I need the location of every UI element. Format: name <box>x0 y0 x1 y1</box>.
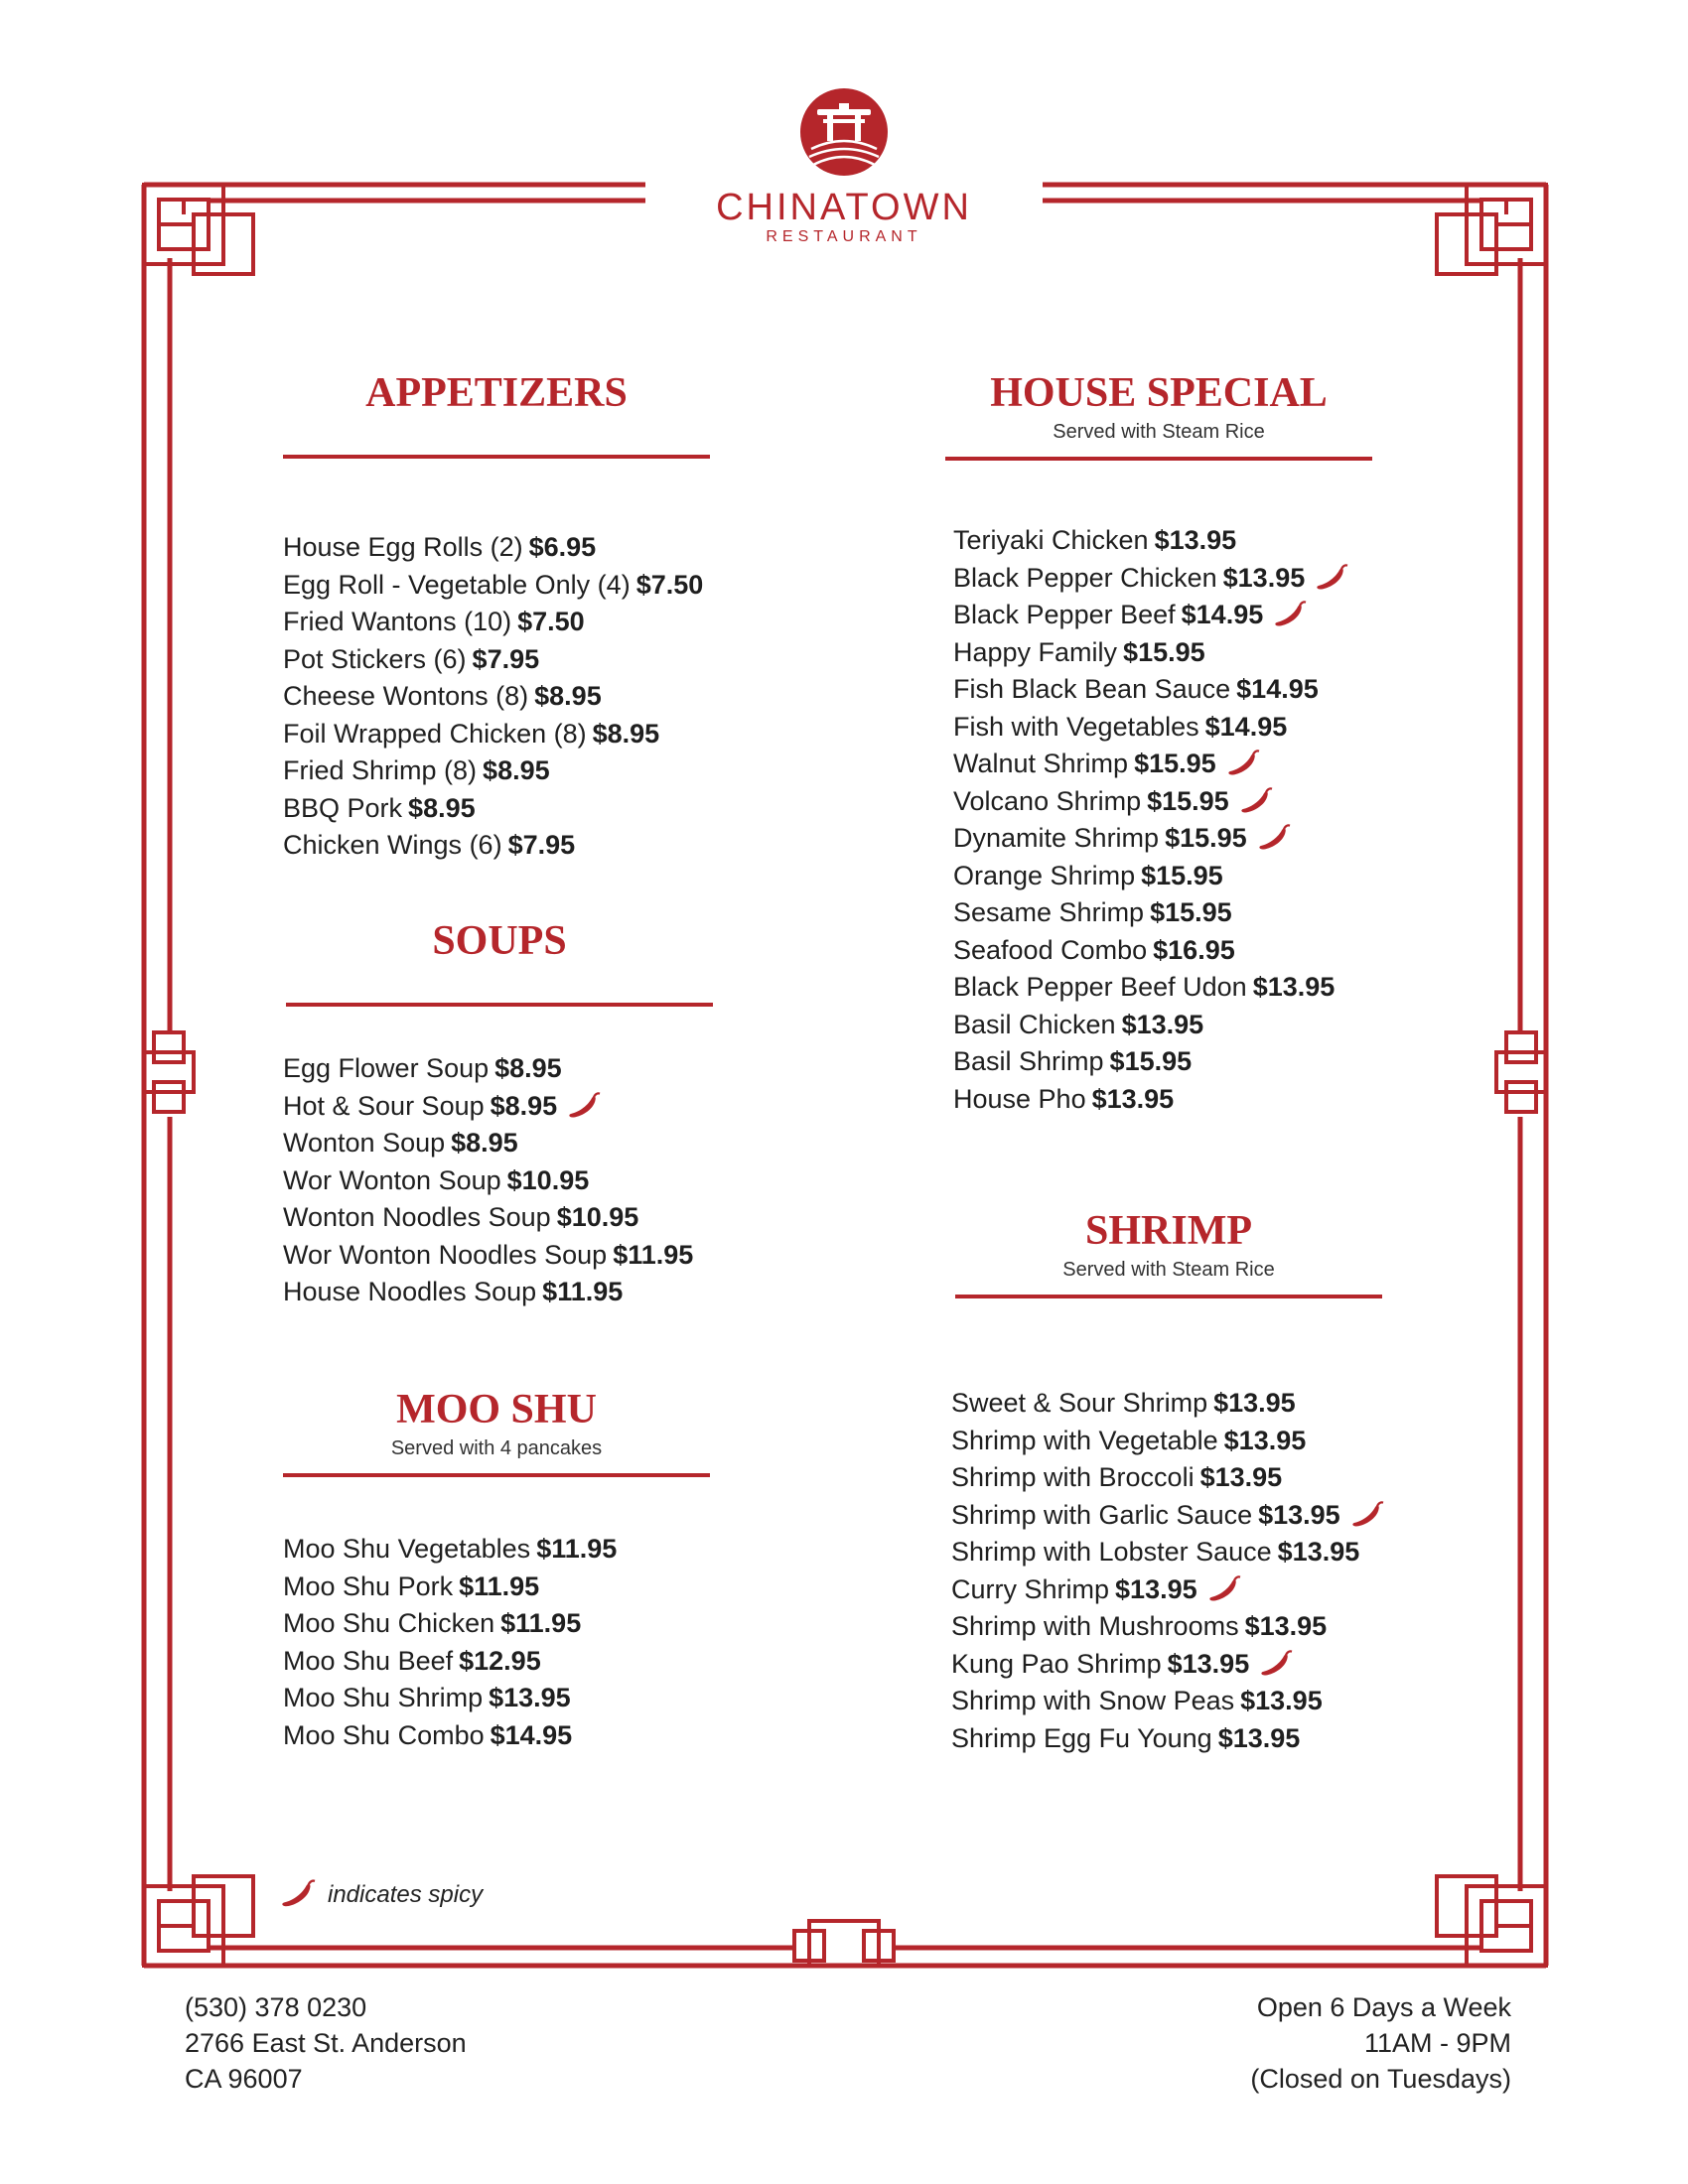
menu-item-price: $13.95 <box>1213 1388 1296 1418</box>
menu-item <box>951 1423 1386 1460</box>
menu-item-price: $13.95 <box>1167 1648 1250 1679</box>
menu-item-price: $8.95 <box>490 1090 558 1121</box>
menu-item-name: Orange Shrimp <box>953 860 1136 890</box>
menu-item <box>953 783 1350 821</box>
section-divider <box>283 455 710 459</box>
menu-item-name: Foil Wrapped Chicken (8) <box>283 718 587 749</box>
menu-item <box>953 1007 1350 1044</box>
menu-item <box>283 567 703 605</box>
menu-item-name: Moo Shu Vegetables <box>283 1534 531 1564</box>
menu-item-name: Dynamite Shrimp <box>953 823 1160 853</box>
address-line-2: CA 96007 <box>185 2064 303 2094</box>
menu-item <box>283 827 703 865</box>
menu-item-name: Shrimp with Lobster Sauce <box>951 1537 1272 1567</box>
menu-item-price: $8.95 <box>483 755 550 785</box>
menu-item <box>951 1646 1386 1684</box>
spicy-legend <box>280 1878 483 1910</box>
chili-pepper-icon <box>1207 1574 1243 1604</box>
menu-item <box>951 1571 1386 1609</box>
menu-item-price: $14.95 <box>1181 600 1264 629</box>
section-divider <box>945 457 1372 461</box>
menu-item <box>951 1534 1386 1571</box>
menu-item-price: $16.95 <box>1153 934 1235 965</box>
menu-item-name: BBQ Pork <box>283 792 403 823</box>
menu-item-name: Curry Shrimp <box>951 1573 1110 1604</box>
menu-item-price: $13.95 <box>1091 1083 1175 1114</box>
opening-hours <box>1250 1989 1511 2097</box>
menu-item-name: Wor Wonton Soup <box>283 1164 501 1195</box>
chili-pepper-icon <box>567 1091 603 1121</box>
menu-item-name: Happy Family <box>953 636 1118 667</box>
menu-item <box>283 604 703 641</box>
section-title-soups: SOUPS <box>432 918 567 964</box>
restaurant-subtitle: RESTAURANT <box>766 228 922 245</box>
menu-item <box>953 560 1350 598</box>
menu-item-price: $7.50 <box>635 569 704 600</box>
menu-item-name: Moo Shu Shrimp <box>283 1683 484 1712</box>
menu-item-name: Chicken Wings (6) <box>283 830 502 860</box>
menu-item-price: $13.95 <box>1154 525 1237 555</box>
menu-item-name: Teriyaki Chicken <box>953 525 1149 555</box>
hours-closed: (Closed on Tuesdays) <box>1250 2064 1511 2094</box>
menu-item-price: $13.95 <box>1115 1573 1197 1604</box>
menu-item-price: $10.95 <box>556 1202 639 1232</box>
menu-item-price: $8.95 <box>494 1053 562 1083</box>
menu-item-price: $14.95 <box>1204 711 1288 742</box>
menu-item-name: Egg Flower Soup <box>283 1053 490 1083</box>
menu-item-name: Basil Chicken <box>953 1009 1116 1039</box>
mooshu-section <box>283 1386 710 1477</box>
menu-item <box>283 1531 617 1569</box>
menu-item <box>953 746 1350 783</box>
menu-item <box>283 1643 617 1681</box>
menu-item-name: Seafood Combo <box>953 934 1148 965</box>
menu-item <box>283 1125 693 1162</box>
restaurant-logo <box>799 87 889 177</box>
restaurant-name: CHINATOWN <box>716 187 972 228</box>
menu-item-price: $13.95 <box>1121 1009 1204 1039</box>
menu-item <box>953 1081 1350 1119</box>
menu-item <box>283 1717 617 1755</box>
menu-item-price: $8.95 <box>408 792 476 823</box>
menu-item-name: Fish with Vegetables <box>953 711 1199 742</box>
section-divider <box>286 1003 713 1007</box>
menu-item-price: $13.95 <box>1217 1722 1301 1753</box>
menu-item <box>951 1683 1386 1720</box>
section-subtitle-soups <box>286 969 713 993</box>
menu-item-name: House Noodles Soup <box>283 1277 537 1306</box>
menu-item-price: $7.50 <box>517 607 585 636</box>
appetizers-list <box>283 529 703 865</box>
section-title-shrimp: SHRIMP <box>1085 1208 1252 1254</box>
menu-item-name: Sesame Shrimp <box>953 897 1145 927</box>
contact-info <box>185 1989 467 2097</box>
phone-number[interactable]: (530) 378 0230 <box>185 1992 367 2022</box>
menu-item-price: $11.95 <box>500 1608 582 1638</box>
menu-item-name: Pot Stickers (6) <box>283 643 467 674</box>
menu-item <box>953 932 1350 970</box>
menu-item-name: Volcano Shrimp <box>953 785 1142 816</box>
address-line-1: 2766 East St. Anderson <box>185 2028 467 2058</box>
menu-item <box>283 1680 617 1717</box>
menu-item <box>283 790 703 828</box>
menu-item-name: Sweet & Sour Shrimp <box>951 1388 1208 1418</box>
menu-item <box>953 969 1350 1007</box>
menu-item-name: Shrimp Egg Fu Young <box>951 1722 1212 1753</box>
menu-item-price: $13.95 <box>1277 1537 1360 1567</box>
menu-item <box>953 858 1350 895</box>
menu-item-price: $10.95 <box>506 1164 590 1195</box>
menu-item-name: Cheese Wontons (8) <box>283 681 529 711</box>
chili-pepper-icon <box>1350 1500 1386 1530</box>
menu-item <box>951 1459 1386 1497</box>
menu-item-name: Egg Roll - Vegetable Only (4) <box>283 569 631 600</box>
menu-item-price: $13.95 <box>1258 1499 1340 1530</box>
soups-list <box>283 1050 693 1311</box>
menu-item-name: Wonton Noodles Soup <box>283 1202 551 1232</box>
menu-item <box>283 1569 617 1606</box>
menu-item-price: $13.95 <box>489 1683 571 1712</box>
menu-item <box>953 634 1350 672</box>
menu-item-name: Shrimp with Broccoli <box>951 1462 1195 1492</box>
section-subtitle-appetizers <box>283 421 710 445</box>
menu-item-price: $11.95 <box>459 1570 540 1601</box>
menu-item <box>283 641 703 679</box>
menu-item-price: $13.95 <box>1240 1686 1323 1715</box>
house-special-list <box>953 522 1350 1118</box>
menu-item <box>283 1199 693 1237</box>
menu-item-name: House Pho <box>953 1083 1086 1114</box>
menu-item-name: Black Pepper Chicken <box>953 562 1217 593</box>
menu-item-price: $15.95 <box>1109 1046 1193 1076</box>
menu-item-name: Shrimp with Snow Peas <box>951 1686 1235 1715</box>
menu-item-name: Hot & Sour Soup <box>283 1090 485 1121</box>
menu-item-name: Moo Shu Pork <box>283 1570 454 1601</box>
menu-item-price: $14.95 <box>1236 674 1319 704</box>
menu-item-price: $15.95 <box>1141 860 1223 890</box>
chili-pepper-icon <box>1239 786 1275 816</box>
menu-item <box>283 1050 693 1088</box>
menu-item <box>953 671 1350 709</box>
chili-pepper-icon <box>1315 563 1350 593</box>
menu-item-price: $7.95 <box>507 830 576 860</box>
menu-item <box>283 1237 693 1275</box>
menu-item <box>283 1605 617 1643</box>
menu-item-name: Kung Pao Shrimp <box>951 1648 1162 1679</box>
menu-item-price: $12.95 <box>459 1645 541 1676</box>
menu-item <box>951 1608 1386 1646</box>
menu-item-name: Shrimp with Mushrooms <box>951 1611 1239 1641</box>
section-subtitle-house-special: Served with Steam Rice <box>1053 421 1265 443</box>
menu-item <box>951 1497 1386 1535</box>
menu-item-price: $15.95 <box>1165 823 1247 853</box>
menu-item-name: Shrimp with Garlic Sauce <box>951 1499 1253 1530</box>
menu-item <box>283 1162 693 1200</box>
menu-item <box>283 716 703 753</box>
menu-item-name: Wor Wonton Noodles Soup <box>283 1239 608 1270</box>
menu-item <box>283 529 703 567</box>
chili-pepper-icon <box>1259 1649 1295 1679</box>
legend-text: indicates spicy <box>328 1881 484 1908</box>
chili-pepper-icon <box>1273 600 1309 629</box>
menu-item-name: Basil Shrimp <box>953 1046 1104 1076</box>
house-special-section <box>945 369 1372 461</box>
section-title-appetizers: APPETIZERS <box>365 370 628 416</box>
menu-item-price: $11.95 <box>613 1239 694 1270</box>
menu-item <box>953 1043 1350 1081</box>
appetizers-section <box>283 369 710 459</box>
menu-item <box>953 597 1350 634</box>
section-divider <box>955 1295 1382 1298</box>
chili-pepper-icon <box>1257 823 1293 853</box>
menu-item <box>283 1088 693 1126</box>
menu-item-name: Fish Black Bean Sauce <box>953 674 1231 704</box>
menu-item-name: Moo Shu Combo <box>283 1719 485 1750</box>
hours-time: 11AM - 9PM <box>1363 2028 1511 2058</box>
menu-item-name: Moo Shu Beef <box>283 1645 454 1676</box>
section-title-mooshu: MOO SHU <box>396 1387 597 1433</box>
soups-section <box>286 917 713 1007</box>
chili-pepper-icon <box>280 1878 318 1910</box>
menu-item-price: $13.95 <box>1252 972 1336 1002</box>
mooshu-list <box>283 1531 617 1754</box>
menu-item <box>283 1274 693 1311</box>
shrimp-section <box>955 1207 1382 1298</box>
menu-item-price: $8.95 <box>592 718 660 749</box>
section-subtitle-shrimp: Served with Steam Rice <box>1062 1259 1275 1281</box>
menu-item-price: $8.95 <box>534 681 602 711</box>
menu-item-price: $6.95 <box>528 532 597 562</box>
menu-item-price: $8.95 <box>451 1128 518 1158</box>
menu-item-name: Wonton Soup <box>283 1128 446 1158</box>
menu-item-name: Moo Shu Chicken <box>283 1608 495 1638</box>
hours-days: Open 6 Days a Week <box>1256 1992 1511 2022</box>
menu-item-name: House Egg Rolls (2) <box>283 532 523 562</box>
menu-item-price: $13.95 <box>1223 1425 1307 1455</box>
section-subtitle-mooshu: Served with 4 pancakes <box>390 1437 603 1459</box>
menu-item-price: $15.95 <box>1123 636 1205 667</box>
chili-pepper-icon <box>1226 749 1262 778</box>
menu-item-price: $13.95 <box>1244 1611 1328 1641</box>
menu-item-name: Black Pepper Beef <box>953 600 1176 629</box>
menu-item-price: $13.95 <box>1199 1462 1283 1492</box>
menu-item-price: $7.95 <box>472 643 540 674</box>
menu-item-price: $15.95 <box>1134 749 1216 778</box>
menu-item-price: $11.95 <box>536 1534 618 1564</box>
menu-item-price: $15.95 <box>1150 897 1232 927</box>
menu-item-name: Fried Shrimp (8) <box>283 755 478 785</box>
menu-item-name: Fried Wantons (10) <box>283 607 512 636</box>
menu-item-name: Shrimp with Vegetable <box>951 1425 1218 1455</box>
menu-item <box>953 894 1350 932</box>
menu-item <box>283 678 703 716</box>
menu-item <box>953 709 1350 747</box>
menu-item <box>951 1720 1386 1758</box>
menu-item <box>953 820 1350 858</box>
menu-item-name: Walnut Shrimp <box>953 749 1129 778</box>
menu-item <box>953 522 1350 560</box>
section-title-house-special: HOUSE SPECIAL <box>990 370 1328 416</box>
menu-item-price: $15.95 <box>1147 785 1229 816</box>
menu-item-name: Black Pepper Beef Udon <box>953 972 1247 1002</box>
menu-item-price: $13.95 <box>1222 562 1306 593</box>
menu-item <box>283 752 703 790</box>
menu-item <box>951 1385 1386 1423</box>
section-divider <box>283 1473 710 1477</box>
shrimp-list <box>951 1385 1386 1757</box>
menu-item-price: $14.95 <box>490 1719 573 1750</box>
menu-item-price: $11.95 <box>542 1277 624 1306</box>
